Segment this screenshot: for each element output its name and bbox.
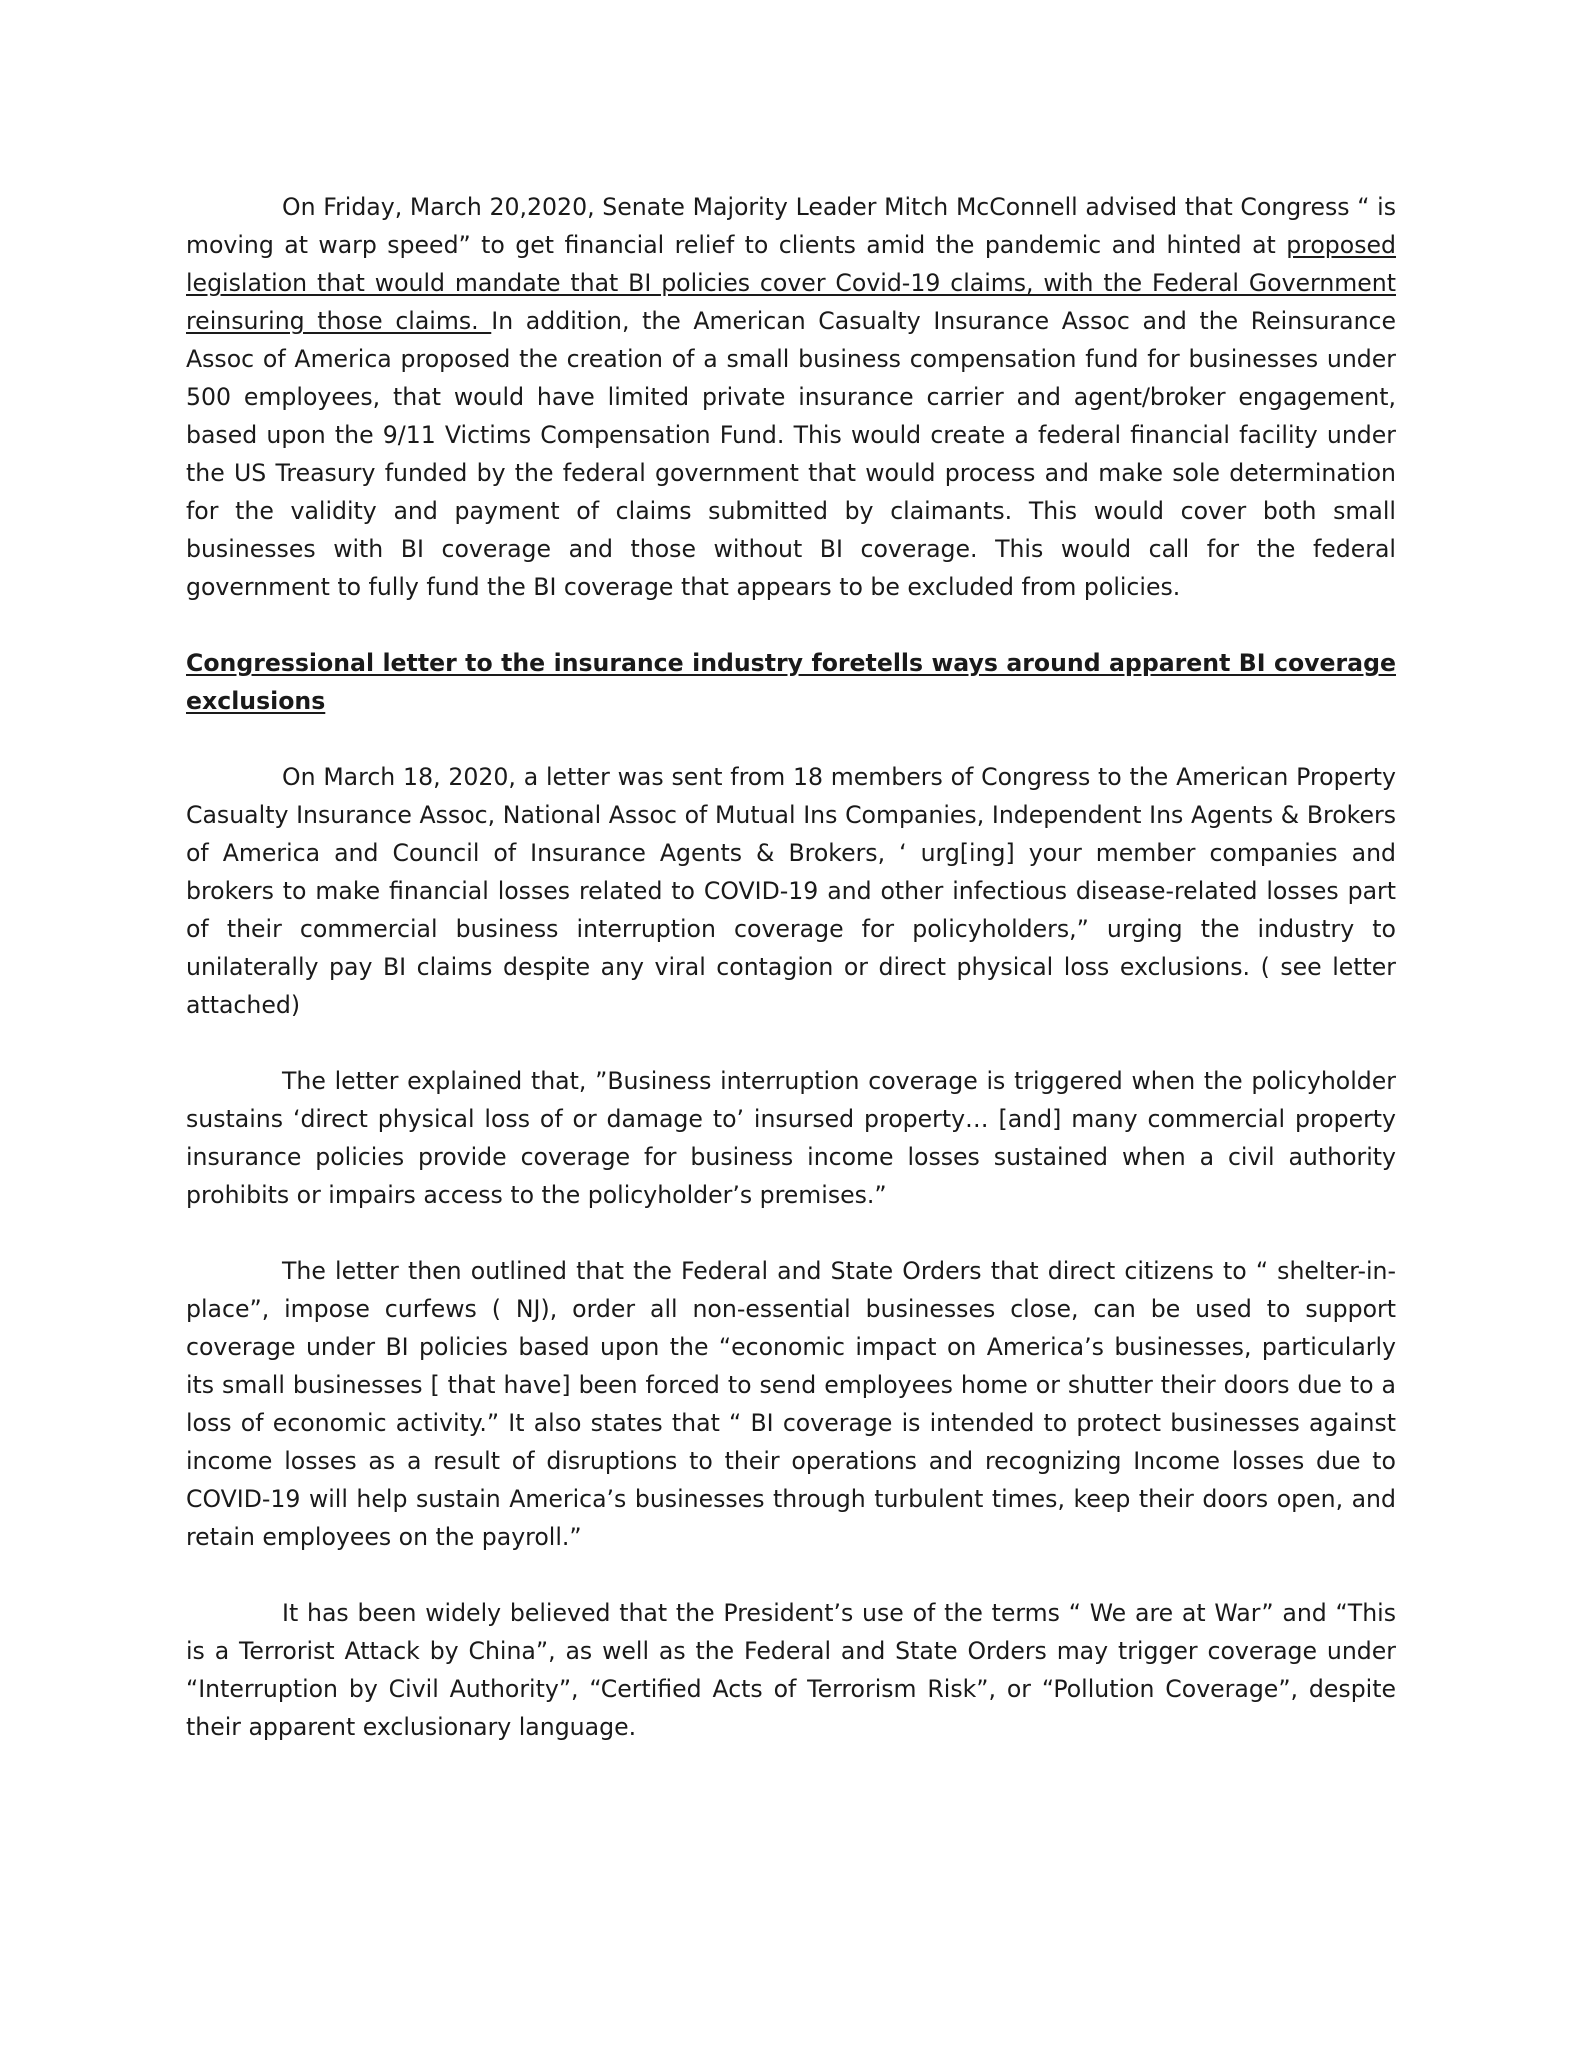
document-body — [186, 188, 1396, 1746]
paragraph-congressional-letter: On March 18, 2020, a letter was sent from 18 members of Congress to the American Property Casualty Insurance Assoc, National Assoc of Mutual Ins Companies, Independent Ins Agents & Brokers of America and Council of Insurance Agents & Brokers, ‘ urg[ing] your member companies and brokers to make financial losses related to COVID-19 and other infectious disease-related losses part of their commercial business interruption coverage for policyholders,” urging the industry to unilaterally pay BI claims despite any viral contagion or direct physical loss exclusions. ( see letter attached) — [186, 763, 1396, 1019]
paragraph-1-text-end: In addition, the American Casualty Insurance Assoc and the Reinsurance Assoc of America proposed the creation of a small business compensation fund for businesses under 500 employees, that would have limited private insurance carrier and agent/broker engagement, based upon the 9/11 Victims Compensation Fund. This would create a federal financial facility under the US Treasury funded by the federal government that would process and make sole determination for the validity and payment of claims submitted by claimants. This would cover both small businesses with BI coverage and those without BI coverage. This would call for the federal government to fully fund the BI coverage that appears to be excluded from policies. — [186, 307, 1397, 601]
paragraph-1-text-start: On Friday, March 20,2020, Senate Majority Leader Mitch McConnell advised that Congress “ is moving at warp speed” to get financial relief to clients amid the pandemic and hinted at — [186, 193, 1396, 259]
paragraph-president-terms: It has been widely believed that the President’s use of the terms “ We are at War” and “This is a Terrorist Attack by China”, as well as the Federal and State Orders may trigger coverage under “Interruption by Civil Authority”, “Certified Acts of Terrorism Risk”, or “Pollution Coverage”, despite their apparent exclusionary language. — [186, 1599, 1396, 1741]
section-heading: Congressional letter to the insurance industry foretells ways around apparent BI coverage exclusions — [186, 649, 1396, 715]
paragraph-letter-explanation: The letter explained that, ”Business interruption coverage is triggered when the policyholder sustains ‘direct physical loss of or damage to’ insursed property… [and] many commercial property insurance policies provide coverage for business income losses sustained when a civil authority prohibits or impairs access to the policyholder’s premises.” — [186, 1067, 1396, 1209]
underlined-proposed-legislation: proposed legislation that would mandate that BI policies cover Covid-19 claims, with the Federal Government reinsuring those claims. — [186, 231, 1396, 335]
paragraph-state-orders: The letter then outlined that the Federal and State Orders that direct citizens to “ shelter-in-place”, impose curfews ( NJ), order all non-essential businesses close, can be used to support coverage under BI policies based upon the “economic impact on America’s businesses, particularly its small businesses [ that have] been forced to send employees home or shutter their doors due to a loss of economic activity.” It also states that “ BI coverage is intended to protect businesses against income losses as a result of disruptions to their operations and recognizing Income losses due to COVID-19 will help sustain America’s businesses through turbulent times, keep their doors open, and retain employees on the payroll.” — [186, 1257, 1396, 1551]
paragraph-mcconnell-announcement — [186, 188, 1396, 606]
